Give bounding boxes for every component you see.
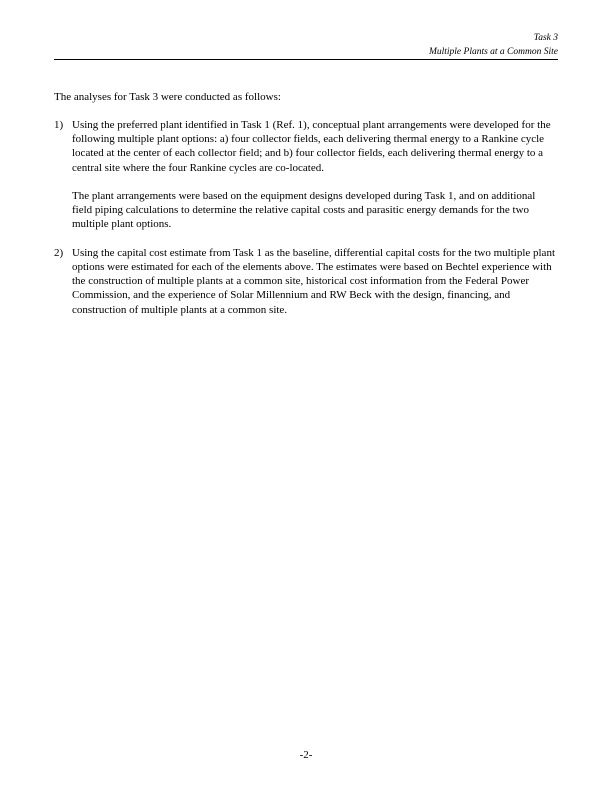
list-item-number: 2) <box>54 246 64 259</box>
list-item-paragraph: The plant arrangements were based on the equipment designs developed during Task 1, and on additional field piping calculations to determine the relative capital costs and parasitic energy demands for the two multiple plant options. <box>72 190 536 231</box>
header-task-label: Task 3 <box>533 33 558 43</box>
running-header <box>54 31 558 59</box>
list-item <box>54 118 558 232</box>
header-divider <box>54 59 558 60</box>
intro-paragraph: The analyses for Task 3 were conducted as follows: <box>54 91 281 103</box>
numbered-list <box>54 118 558 317</box>
list-item <box>54 246 558 317</box>
header-section-title: Multiple Plants at a Common Site <box>428 47 558 57</box>
list-item-paragraph: Using the capital cost estimate from Task 1 as the baseline, differential capital costs for the two multiple plant options were estimated for each of the elements above. The estimates were based on Bechtel experience with the construction of multiple plants at a common site, historical cost information from the Federal Power Commission, and the experience of Solar Millennium and RW Beck with the design, financing, and construction of multiple plants at a common site. <box>72 246 555 316</box>
list-item-paragraph: Using the preferred plant identified in Task 1 (Ref. 1), conceptual plant arrangements were developed for the following multiple plant options: a) four collector fields, each delivering thermal energy to a Rankine cycle located at the center of each collector field; and b) four collector fields, each delivering thermal energy to a central site where the four Rankine cycles are co-located. <box>72 119 551 174</box>
list-item-number: 1) <box>54 119 64 131</box>
page-number: -2- <box>299 749 313 761</box>
